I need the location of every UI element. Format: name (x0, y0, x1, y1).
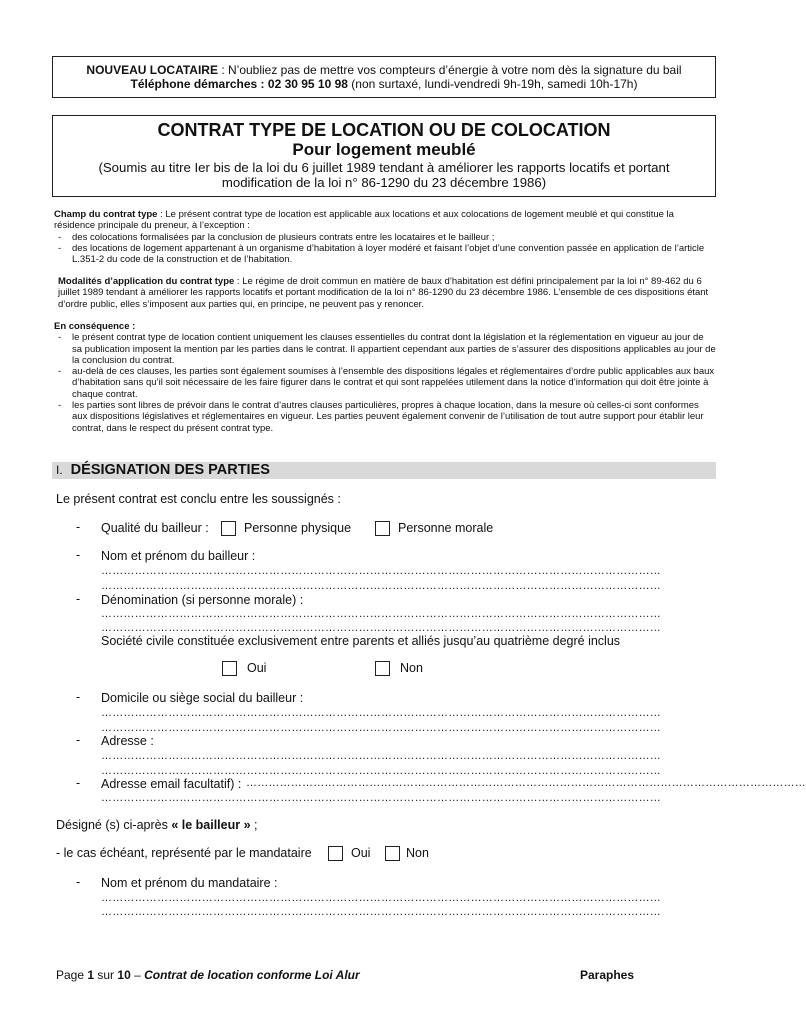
checkbox-mandataire-oui[interactable] (328, 846, 343, 861)
nom-bailleur-line-1[interactable]: …………………………………………………………………………………………………………………………………… (101, 565, 661, 577)
domicile-line-2[interactable]: …………………………………………………………………………………………………………………………………… (101, 722, 661, 734)
list-item: - des colocations formalisées par la conclusion de plusieurs contrats entre les locataires et le bailleur ; (58, 231, 495, 243)
champ-paragraph (54, 209, 716, 265)
checkbox-personne-morale[interactable] (375, 521, 390, 536)
checkbox-societe-oui[interactable] (222, 661, 237, 676)
domicile-label: Domicile ou siège social du bailleur : (101, 691, 304, 705)
checkbox-mandataire-non[interactable] (385, 846, 400, 861)
email-line-1[interactable]: …………………………………………………………………………………………………………………………………… (246, 777, 806, 789)
bullet-dash: - (76, 548, 81, 562)
bullet-dash: - (76, 733, 81, 747)
nom-mandataire-line-2[interactable]: …………………………………………………………………………………………………………………………………… (101, 906, 661, 918)
checkbox-societe-non[interactable] (375, 661, 390, 676)
contract-title: CONTRAT TYPE DE LOCATION OU DE COLOCATION (157, 120, 611, 140)
phone-label: Téléphone démarches : 02 30 95 10 98 (130, 77, 348, 91)
societe-non-label: Non (400, 661, 423, 675)
le-bailleur-bold: « le bailleur » (171, 818, 251, 832)
notice-line-1 (53, 63, 715, 77)
personne-morale-label: Personne morale (398, 521, 494, 535)
section-number: I. (56, 463, 63, 477)
nom-mandataire-line-1[interactable]: …………………………………………………………………………………………………………………………………… (101, 892, 661, 904)
champ-text: : Le présent contrat type de location est applicable aux locations et aux colocations de logement meublé et qui constitue la résidence principale du preneur, à l’exception : (54, 209, 674, 232)
personne-physique-label: Personne physique (244, 521, 352, 535)
bullet-dash: - (76, 690, 81, 704)
adresse-label: Adresse : (101, 734, 154, 748)
list-item: - le présent contrat type de location contient uniquement les clauses essentielles du contrat dont la législation et la réglementation en vigueur au jour de sa publication imposent la mention par les parties dans le contrat. Il appartient cependant aux parties de s’assurer des dispositions applicables au jour de la conclusion du contrat. (58, 332, 716, 366)
modalites-paragraph (54, 276, 716, 310)
checkbox-personne-physique[interactable] (221, 521, 236, 536)
denomination-label: Dénomination (si personne morale) : (101, 593, 304, 607)
notice-label: NOUVEAU LOCATAIRE (86, 63, 218, 77)
page-number: 1 (87, 968, 95, 982)
nom-bailleur-line-2[interactable]: …………………………………………………………………………………………………………………………………… (101, 580, 661, 592)
page-total: 10 (117, 968, 131, 982)
mandataire-text: - le cas échéant, représenté par le mandataire (56, 846, 312, 860)
notice-text: : N’oubliez pas de mettre vos compteurs d’énergie à votre nom dès la signature du bail (217, 63, 682, 77)
footer-paraphes: Paraphes (580, 968, 635, 982)
contract-legal-ref-1: (Soumis au titre Ier bis de la loi du 6 juillet 1989 tendant à améliorer les rapports locatifs et portant (98, 160, 670, 175)
domicile-line-1[interactable]: …………………………………………………………………………………………………………………………………… (101, 707, 661, 719)
section-header-designation (52, 462, 716, 479)
notice-box (52, 56, 716, 98)
footer-page-info: Page 1 sur 10 – Contrat de location conforme Loi Alur (56, 968, 360, 982)
bullet-dash: - (76, 592, 81, 606)
intro-text: Le présent contrat est conclu entre les soussignés : (56, 492, 341, 506)
footer-doc-title: Contrat de location conforme Loi Alur (144, 968, 360, 982)
list-item: - au-delà de ces clauses, les parties sont également soumises à l’ensemble des dispositions légales et réglementaires d’ordre public applicables aux baux d’habitation sans qu’il soit nécessaire de les faire figurer dans le contrat et qui sont rappelées utilement dans la notice d’information qui doit être jointe à chaque contrat. (58, 366, 715, 400)
contract-subtitle: Pour logement meublé (292, 140, 476, 159)
bullet-dash: - (76, 520, 81, 534)
mandataire-oui-label: Oui (351, 846, 371, 860)
champ-label: Champ du contrat type (54, 209, 158, 220)
adresse-line-1[interactable]: …………………………………………………………………………………………………………………………………… (101, 750, 661, 762)
bullet-dash: - (76, 776, 81, 790)
title-box (52, 115, 716, 197)
societe-oui-label: Oui (247, 661, 267, 675)
nom-bailleur-label: Nom et prénom du bailleur : (101, 549, 256, 563)
list-item: - des locations de logement appartenant à un organisme d’habitation à loyer modéré et faisant l’objet d’une convention passée en application de l’article L.351-2 du code de la construction et de l’habitation. (58, 242, 705, 266)
societe-civile-label: Société civile constituée exclusivement entre parents et alliés jusqu’au quatrième degré inclus (101, 634, 621, 648)
bullet-dash: - (76, 875, 81, 889)
contract-legal-ref-2: modification de la loi n° 86-1290 du 23 décembre 1986) (221, 175, 547, 190)
notice-line-2 (53, 77, 715, 91)
consequence-paragraph (54, 321, 716, 434)
nom-mandataire-label: Nom et prénom du mandataire : (101, 876, 278, 890)
phone-note: (non surtaxé, lundi-vendredi 9h-19h, samedi 10h-17h) (347, 77, 638, 91)
designe-bailleur-text: Désigné (s) ci-après « le bailleur » ; (56, 818, 258, 832)
modalites-label: Modalités d’application du contrat type (58, 276, 235, 287)
consequence-label: En conséquence : (54, 321, 136, 332)
qualite-label: Qualité du bailleur : (101, 521, 209, 535)
section-title: DÉSIGNATION DES PARTIES (70, 462, 270, 478)
mandataire-non-label: Non (406, 846, 429, 860)
denomination-line-2[interactable]: …………………………………………………………………………………………………………………………………… (101, 622, 661, 634)
modalites-text: : Le régime de droit commun en matière de baux d’habitation est défini principalement par la loi n° 89-462 du 6 juillet 1989 tendant à améliorer les rapports locatifs et portant modification de la loi n° 86-1290 du 23 décembre 1986. L’ensemble de ces dispositions étant d’ordre public, elles s’imposent aux parties qui, en principe, ne peuvent pas y renoncer. (58, 276, 709, 310)
denomination-line-1[interactable]: …………………………………………………………………………………………………………………………………… (101, 608, 661, 620)
list-item: - les parties sont libres de prévoir dans le contrat d’autres clauses particulières, propres à chaque location, dans la mesure où celles-ci sont conformes aux dispositions législatives et réglementaires en vigueur. Les parties peuvent également convenir de l’utilisation de tout autre support pour établir leur contrat, dans le respect du présent contrat type. (58, 400, 704, 434)
adresse-line-2[interactable]: …………………………………………………………………………………………………………………………………… (101, 765, 661, 777)
email-line-2[interactable]: …………………………………………………………………………………………………………………………………… (101, 792, 661, 804)
email-label: Adresse email facultatif) : (101, 777, 242, 791)
